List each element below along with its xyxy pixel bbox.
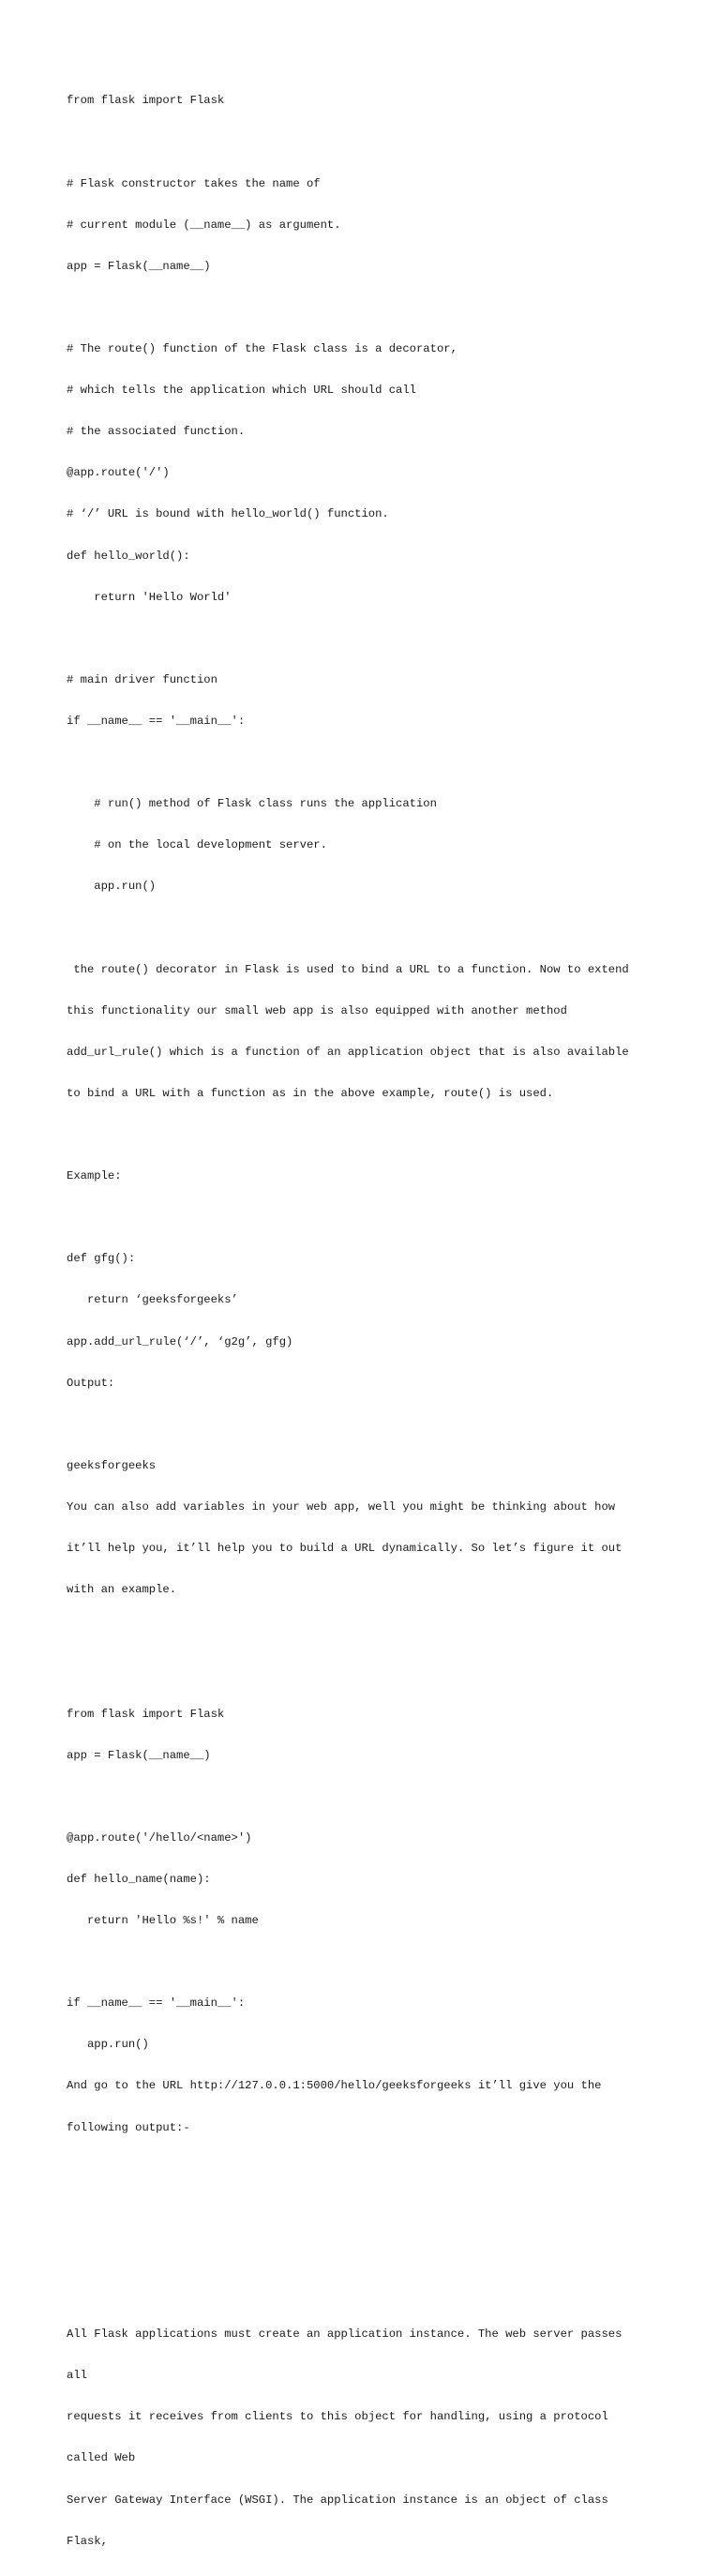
text-line: # ‘/’ URL is bound with hello_world() function. (67, 507, 389, 521)
text-line (67, 1955, 667, 1969)
text-line: # run() method of Flask class runs the application (67, 797, 437, 811)
text-line (67, 1665, 667, 1680)
text-line: Output: (67, 1376, 115, 1390)
text-line: @app.route('/hello/<name>') (67, 1830, 252, 1845)
text-line (67, 136, 667, 150)
text-line: Flask, (67, 2534, 108, 2548)
text-line (67, 922, 667, 936)
text-line: following output:- (67, 2120, 190, 2134)
text-line (67, 1211, 667, 1225)
text-line: # which tells the application which URL should call (67, 384, 416, 398)
text-line: to bind a URL with a function as in the above example, route() is used. (67, 1086, 554, 1100)
text-line (67, 1418, 667, 1432)
text-line: def hello_world(): (67, 549, 190, 563)
text-line: called Web (67, 2451, 136, 2465)
text-line: add_url_rule() which is a function of an application object that is also available (67, 1045, 629, 1059)
text-line (67, 2162, 667, 2177)
text-line (67, 301, 667, 315)
text-line: # Flask constructor takes the name of (67, 176, 321, 190)
text-line: return 'Hello %s!' % name (67, 1914, 259, 1928)
text-line: All Flask applications must create an application instance. The web server passes (67, 2327, 622, 2342)
text-line: this functionality our small web app is also equipped with another method (67, 1003, 567, 1017)
text-line: # main driver function (67, 672, 218, 686)
text-line: app.add_url_rule(‘/’, ‘g2g’, gfg) (67, 1334, 293, 1348)
text-line (67, 756, 667, 770)
text-line: return 'Hello World' (67, 590, 232, 604)
text-line (67, 2245, 667, 2259)
text-line: geeksforgeeks (67, 1458, 157, 1472)
text-line: app.run() (67, 880, 157, 894)
text-line: all (67, 2369, 87, 2383)
text-line: requests it receives from clients to this object for handling, using a protocol (67, 2410, 608, 2424)
text-line: if __name__ == '__main__': (67, 1996, 246, 2011)
text-line: app = Flask(__name__) (67, 259, 211, 273)
text-line: app.run() (67, 2038, 149, 2052)
text-line: And go to the URL http://127.0.0.1:5000/hello/geeksforgeeks it’ll give you the (67, 2079, 602, 2093)
text-line: from flask import Flask (67, 1707, 225, 1721)
text-line: def gfg(): (67, 1252, 136, 1266)
text-line: @app.route('/') (67, 466, 170, 480)
text-line (67, 1128, 667, 1142)
text-line (67, 632, 667, 646)
text-line: Server Gateway Interface (WSGI). The application instance is an object of class (67, 2493, 608, 2507)
text-line: the route() decorator in Flask is used to bind a URL to a function. Now to extend (67, 962, 629, 976)
text-line: def hello_name(name): (67, 1872, 211, 1886)
text-line: return ‘geeksforgeeks’ (67, 1293, 238, 1307)
text-line: it’ll help you, it’ll help you to build a URL dynamically. So let’s figure it out (67, 1542, 622, 1556)
text-line: if __name__ == '__main__': (67, 715, 246, 728)
text-line: You can also add variables in your web app, well you might be thinking about how (67, 1500, 616, 1514)
text-line (67, 2286, 667, 2300)
text-line: with an example. (67, 1583, 177, 1597)
text-line: # current module (__name__) as argument. (67, 218, 341, 232)
document-text-body (67, 67, 667, 2576)
text-line (67, 1624, 667, 1638)
text-line: from flask import Flask (67, 94, 225, 108)
text-line: # The route() function of the Flask class is a decorator, (67, 342, 458, 356)
text-line: app = Flask(__name__) (67, 1748, 211, 1762)
text-line: # the associated function. (67, 425, 246, 439)
text-line (67, 1790, 667, 1804)
text-line: Example: (67, 1169, 122, 1183)
text-line (67, 2204, 667, 2218)
text-line: # on the local development server. (67, 838, 327, 852)
